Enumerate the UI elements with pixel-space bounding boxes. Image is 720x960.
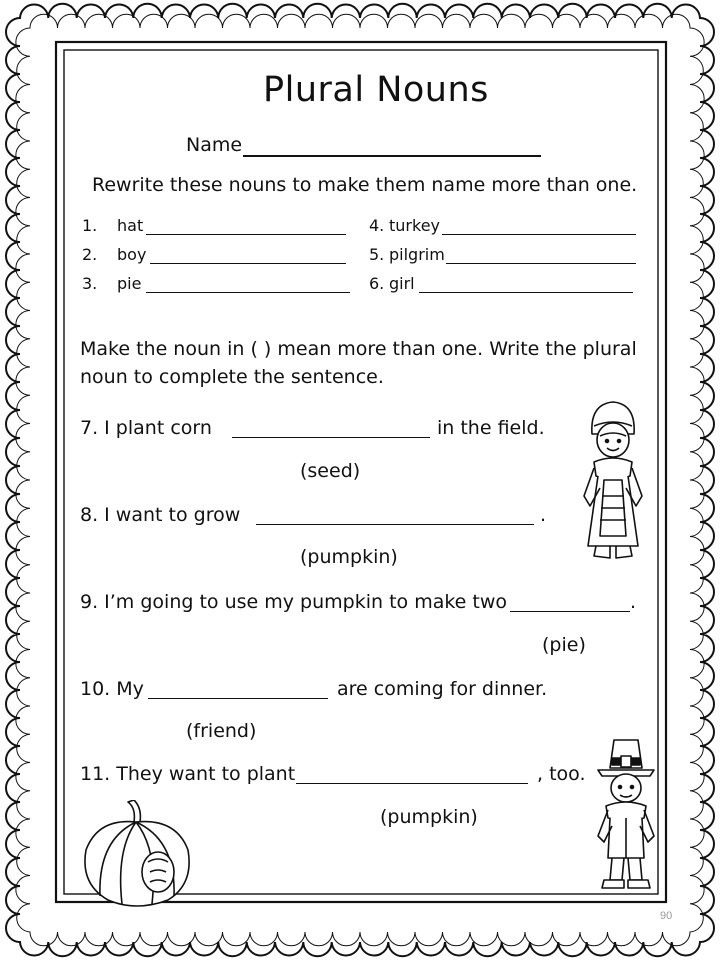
instructions-plural-line2: noun to complete the sentence. [80,366,384,388]
item-number: 1. [82,216,98,235]
sentence-blank[interactable] [510,611,630,612]
name-field[interactable] [243,155,541,157]
item-word: turkey [389,216,440,235]
sentence-hint: (friend) [186,720,257,742]
sentence-blank[interactable] [148,698,328,699]
sentence-start: 7. I plant corn [80,417,212,439]
sentence-hint: (seed) [300,460,361,482]
answer-line[interactable] [150,263,346,264]
sentence-end: in the field. [437,417,545,439]
item-number: 5. [369,245,385,264]
sentence-start: 8. I want to grow [80,504,241,526]
girl-pilgrim-icon [578,396,648,564]
item-word: boy [117,245,147,264]
answer-line[interactable] [442,234,636,235]
sentence-blank[interactable] [232,437,430,438]
item-word: pilgrim [389,245,445,264]
page-title: Plural Nouns [263,70,489,110]
answer-line[interactable] [446,263,636,264]
item-word: hat [117,216,144,235]
answer-line[interactable] [146,234,346,235]
boy-pilgrim-icon [590,734,658,898]
item-number: 4. [369,216,385,235]
sentence-end: . [630,591,637,613]
sentence-hint: (pie) [542,634,586,656]
sentence-hint: (pumpkin) [300,546,398,568]
item-word: pie [117,274,142,293]
item-number: 6. [369,274,385,293]
sentence-hint: (pumpkin) [380,806,478,828]
sentence-end: . [540,504,547,526]
sentence-start: 11. They want to plant [80,763,296,785]
item-word: girl [389,274,415,293]
sentence-blank[interactable] [296,783,528,784]
sentence-blank[interactable] [256,524,534,525]
item-number: 3. [82,274,98,293]
instructions-plural-line1: Make the noun in ( ) mean more than one. Write the plural [80,338,637,360]
sentence-end: are coming for dinner. [337,678,548,700]
answer-line[interactable] [419,292,633,293]
sentence-start: 9. I’m going to use my pumpkin to make two [80,591,508,613]
instructions-rewrite: Rewrite these nouns to make them name more than one. [92,174,638,196]
answer-line[interactable] [146,292,350,293]
sentence-end: , too. [537,763,586,785]
pumpkin-icon [78,800,198,912]
name-label: Name [186,134,243,156]
item-number: 2. [82,245,98,264]
sentence-start: 10. My [80,678,144,700]
page-number: 90 [660,910,673,922]
